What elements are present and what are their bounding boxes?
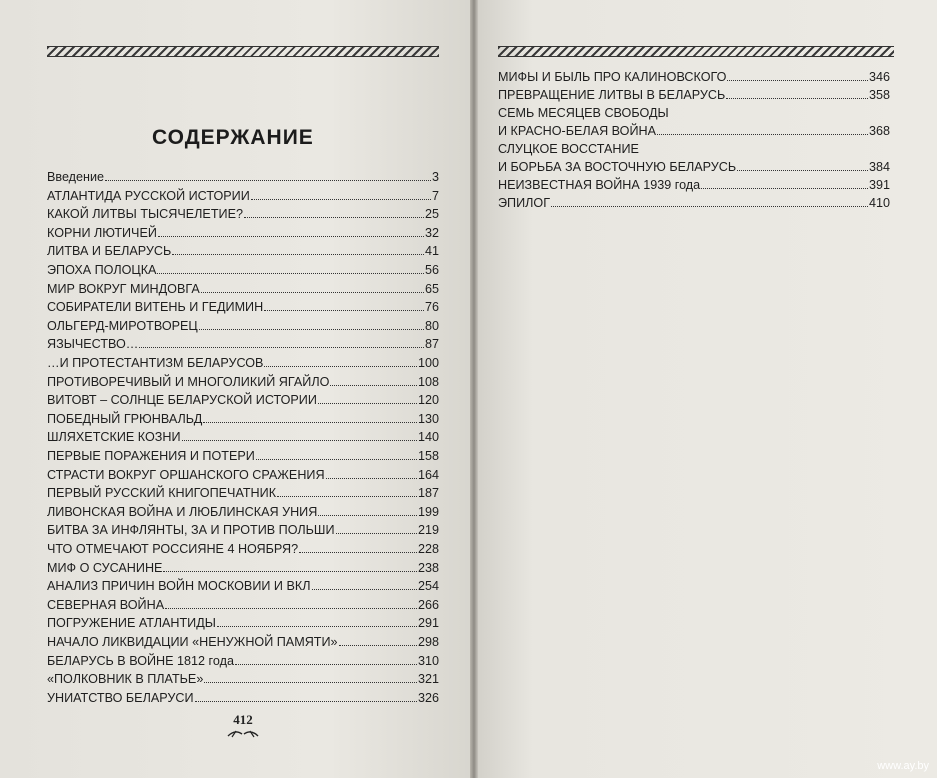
toc-entry-title: ПЕРВЫЕ ПОРАЖЕНИЯ И ПОТЕРИ (47, 449, 255, 463)
dot-leader (201, 291, 424, 293)
toc-entry-title: НЕИЗВЕСТНАЯ ВОЙНА 1939 года (498, 178, 701, 192)
toc-entry (498, 123, 890, 139)
toc-entry-title: «ПОЛКОВНИК В ПЛАТЬЕ» (47, 672, 204, 686)
dot-leader (165, 607, 417, 609)
dot-leader (157, 272, 424, 274)
toc-entry-title: …И ПРОТЕСТАНТИЗМ БЕЛАРУСОВ (47, 356, 264, 370)
dot-leader (244, 216, 424, 218)
toc-entry-page: 228 (417, 542, 439, 556)
toc-entry-page: 80 (424, 319, 439, 333)
dot-leader (163, 570, 417, 572)
toc-entry-page: 298 (417, 635, 439, 649)
toc-entry (47, 634, 439, 650)
toc-entry-page: 358 (868, 88, 890, 102)
toc-entry-page: 41 (424, 244, 439, 258)
toc-entry-title: И КРАСНО-БЕЛАЯ ВОЙНА (498, 124, 656, 138)
toc-entry (47, 578, 439, 594)
toc-entry-page: 187 (417, 486, 439, 500)
toc-entry (47, 206, 439, 222)
dot-leader (235, 663, 417, 665)
toc-entry-page: 87 (424, 337, 439, 351)
dot-leader (251, 198, 431, 200)
toc-entry-title: МИФ О СУСАНИНЕ (47, 561, 163, 575)
dot-leader (701, 187, 868, 189)
toc-entry-page: 100 (417, 356, 439, 370)
dot-leader (158, 235, 424, 237)
dot-leader (139, 346, 424, 348)
dot-leader (312, 588, 417, 590)
toc-entry (47, 169, 439, 185)
toc-entry (47, 299, 439, 315)
toc-entry (47, 522, 439, 538)
dot-leader (318, 514, 417, 516)
toc-entry-title: СТРАСТИ ВОКРУГ ОРШАНСКОГО СРАЖЕНИЯ (47, 468, 325, 482)
toc-entry (498, 159, 890, 175)
dot-leader (737, 169, 868, 171)
contents-title: СОДЕРЖАНИЕ (152, 126, 314, 149)
toc-entry-title: АТЛАНТИДА РУССКОЙ ИСТОРИИ (47, 189, 250, 203)
toc-entry-page: 158 (417, 449, 439, 463)
toc-entry (47, 448, 439, 464)
toc-entry-title: ОЛЬГЕРД-МИРОТВОРЕЦ (47, 319, 198, 333)
dot-leader (182, 439, 417, 441)
toc-entry-page: 130 (417, 412, 439, 426)
toc-entry (47, 429, 439, 445)
dot-leader (657, 133, 868, 135)
toc-entry-title: БИТВА ЗА ИНФЛЯНТЫ, ЗА И ПРОТИВ ПОЛЬШИ (47, 523, 335, 537)
toc-entry-title: ПРОТИВОРЕЧИВЫЙ И МНОГОЛИКИЙ ЯГАЙЛО (47, 375, 330, 389)
toc-entry (47, 467, 439, 483)
toc-entry (47, 392, 439, 408)
toc-entry-page: 199 (417, 505, 439, 519)
toc-entry-title: ПЕРВЫЙ РУССКИЙ КНИГОПЕЧАТНИК (47, 486, 277, 500)
toc-entry (498, 177, 890, 193)
toc-entry-page: 368 (868, 124, 890, 138)
toc-entry-page: 140 (417, 430, 439, 444)
toc-entry-page: 346 (868, 70, 890, 84)
toc-entry (47, 243, 439, 259)
watermark: www.ay.by (877, 760, 929, 772)
toc-entry-title: СЕВЕРНАЯ ВОЙНА (47, 598, 165, 612)
toc-entry-title: ЛИВОНСКАЯ ВОЙНА И ЛЮБЛИНСКАЯ УНИЯ (47, 505, 318, 519)
dot-leader (330, 384, 417, 386)
toc-entry-title: СОБИРАТЕЛИ ВИТЕНЬ И ГЕДИМИН (47, 300, 264, 314)
toc-entry-page: 384 (868, 160, 890, 174)
toc-entry (47, 615, 439, 631)
dot-leader (551, 205, 868, 207)
page-number (218, 712, 268, 742)
dot-leader (264, 309, 424, 311)
toc-entry-page: 326 (417, 691, 439, 705)
toc-entry-page: 56 (424, 263, 439, 277)
toc-entry-page: 291 (417, 616, 439, 630)
toc-entry-title: ПРЕВРАЩЕНИЕ ЛИТВЫ В БЕЛАРУСЬ (498, 88, 726, 102)
toc-entry (47, 597, 439, 613)
toc-entry-title: И БОРЬБА ЗА ВОСТОЧНУЮ БЕЛАРУСЬ (498, 160, 737, 174)
toc-entry-title: ПОГРУЖЕНИЕ АТЛАНТИДЫ (47, 616, 216, 630)
header-ornament-right (498, 46, 894, 57)
book-gutter (470, 0, 478, 778)
dot-leader (264, 365, 417, 367)
dot-leader (727, 79, 868, 81)
toc-entry (47, 262, 439, 278)
toc-entry (47, 653, 439, 669)
toc-entry-title: МИФЫ И БЫЛЬ ПРО КАЛИНОВСКОГО (498, 70, 727, 84)
toc-entry-page: 76 (424, 300, 439, 314)
toc-entry (47, 188, 439, 204)
page-number-text: 412 (233, 712, 253, 727)
dot-leader (326, 477, 417, 479)
toc-entry-title: ВИТОВТ – СОЛНЦЕ БЕЛАРУСКОЙ ИСТОРИИ (47, 393, 317, 407)
toc-entry-page: 219 (417, 523, 439, 537)
dot-leader (318, 402, 417, 404)
toc-entry (47, 560, 439, 576)
toc-entry-title: КАКОЙ ЛИТВЫ ТЫСЯЧЕЛЕТИЕ? (47, 207, 243, 221)
toc-entry (47, 690, 439, 706)
toc-entry-page: 310 (417, 654, 439, 668)
dot-leader (203, 421, 417, 423)
toc-entry-title-line1: СЛУЦКОЕ ВОССТАНИЕ (498, 142, 639, 156)
dot-leader (256, 458, 417, 460)
toc-entry-page: 65 (424, 282, 439, 296)
toc-entry-page: 238 (417, 561, 439, 575)
dot-leader (336, 532, 417, 534)
toc-entry-page: 391 (868, 178, 890, 192)
dot-leader (277, 495, 417, 497)
toc-entry (498, 87, 890, 103)
toc-entry (47, 318, 439, 334)
toc-entry (47, 411, 439, 427)
toc-entry-title: ЭПОХА ПОЛОЦКА (47, 263, 157, 277)
toc-entry-page: 7 (431, 189, 439, 203)
toc-entry (47, 355, 439, 371)
toc-entry-title: ЯЗЫЧЕСТВО… (47, 337, 139, 351)
toc-entry-title: МИР ВОКРУГ МИНДОВГА (47, 282, 200, 296)
toc-entry-page: 254 (417, 579, 439, 593)
toc-entry-page: 3 (431, 170, 439, 184)
dot-leader (204, 681, 417, 683)
dot-leader (299, 551, 417, 553)
toc-entry (47, 485, 439, 501)
dot-leader (105, 179, 431, 181)
toc-entry (47, 281, 439, 297)
toc-entry-title: ЭПИЛОГ (498, 196, 551, 210)
folio-ornament-icon (226, 728, 260, 738)
toc-entry-page: 25 (424, 207, 439, 221)
dot-leader (217, 625, 417, 627)
dot-leader (199, 328, 424, 330)
toc-entry (498, 195, 890, 211)
toc-entry-page: 120 (417, 393, 439, 407)
toc-entry-title: ПОБЕДНЫЙ ГРЮНВАЛЬД (47, 412, 203, 426)
toc-entry (47, 336, 439, 352)
toc-entry-title: ЧТО ОТМЕЧАЮТ РОССИЯНЕ 4 НОЯБРЯ? (47, 542, 299, 556)
toc-entry-title-line1: СЕМЬ МЕСЯЦЕВ СВОБОДЫ (498, 106, 669, 120)
toc-entry-title: Введение (47, 170, 105, 184)
header-ornament-left (47, 46, 439, 57)
toc-entry (47, 504, 439, 520)
toc-entry-title: ШЛЯХЕТСКИЕ КОЗНИ (47, 430, 181, 444)
dot-leader (195, 700, 417, 702)
toc-entry (47, 671, 439, 687)
dot-leader (726, 97, 868, 99)
dot-leader (339, 644, 417, 646)
toc-entry-page: 321 (417, 672, 439, 686)
toc-entry-page: 164 (417, 468, 439, 482)
toc-entry (47, 541, 439, 557)
toc-entry-title: ЛИТВА И БЕЛАРУСЬ (47, 244, 172, 258)
toc-entry (498, 69, 890, 85)
toc-entry-page: 108 (417, 375, 439, 389)
toc-entry-page: 410 (868, 196, 890, 210)
toc-entry (47, 374, 439, 390)
toc-entry-title: КОРНИ ЛЮТИЧЕЙ (47, 226, 157, 240)
toc-entry-page: 32 (424, 226, 439, 240)
toc-entry-title: УНИАТСТВО БЕЛАРУСИ (47, 691, 194, 705)
toc-entry-title: АНАЛИЗ ПРИЧИН ВОЙН МОСКОВИИ И ВКЛ (47, 579, 311, 593)
toc-entry-page: 266 (417, 598, 439, 612)
toc-entry-title: НАЧАЛО ЛИКВИДАЦИИ «НЕНУЖНОЙ ПАМЯТИ» (47, 635, 338, 649)
toc-entry-title: БЕЛАРУСЬ В ВОЙНЕ 1812 года (47, 654, 234, 668)
toc-entry (47, 225, 439, 241)
dot-leader (172, 253, 424, 255)
